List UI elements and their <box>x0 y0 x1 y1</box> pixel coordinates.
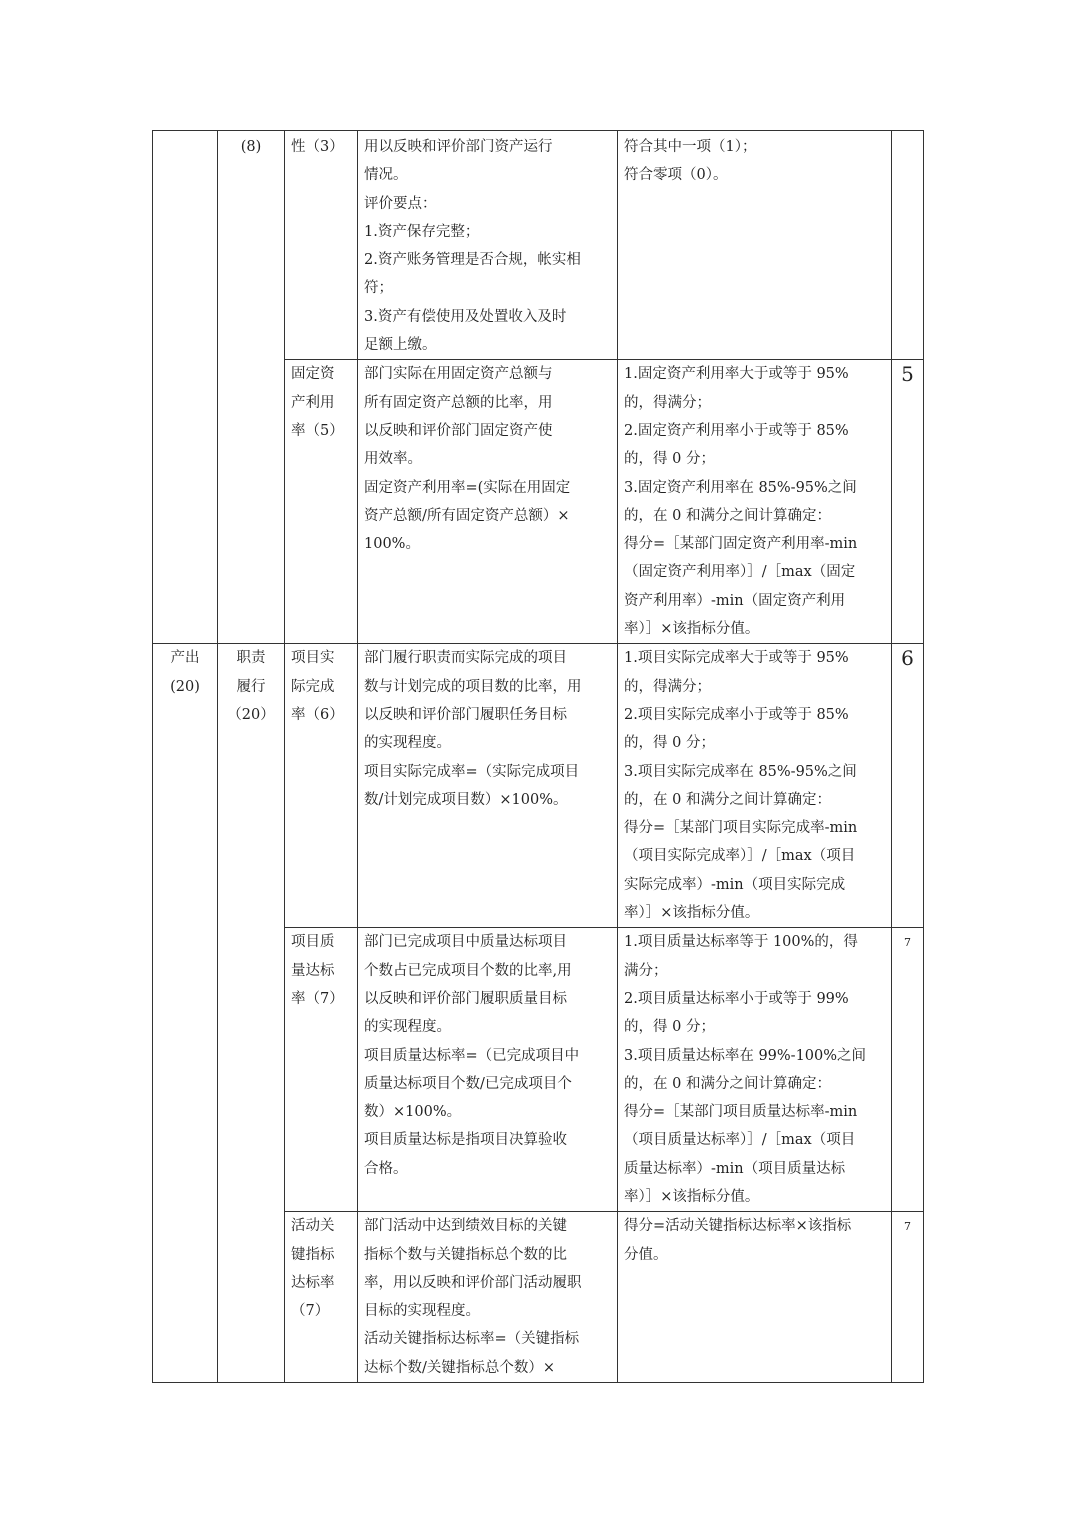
table-row <box>153 644 924 928</box>
criteria-line: 率）］×该指标分值。 <box>624 621 760 638</box>
level1-cell-empty <box>153 131 218 644</box>
criteria-cell <box>618 360 892 644</box>
criteria-line: 率）］×该指标分值。 <box>624 905 760 922</box>
description-line: 质量达标项目个数/已完成项目个 <box>364 1075 572 1092</box>
criteria-line: 分值。 <box>624 1246 668 1263</box>
description-line: 3.资产有偿使用及处置收入及时 <box>364 308 567 325</box>
indicator-line: 固定资 <box>291 366 335 383</box>
description-line: 以反映和评价部门履职质量目标 <box>364 990 567 1007</box>
description-line: 以反映和评价部门固定资产使 <box>364 422 553 439</box>
indicator-cell <box>285 1212 358 1383</box>
level2-label: （20） <box>227 706 275 723</box>
description-line: 2.资产账务管理是否合规，帐实相 <box>364 252 581 269</box>
score-cell <box>892 928 924 1212</box>
score-value: 5 <box>901 362 914 387</box>
description-line: 目标的实现程度。 <box>364 1303 480 1320</box>
criteria-line: 1.固定资产利用率大于或等于 95% <box>624 366 849 383</box>
criteria-line: 符合零项（0）。 <box>624 167 728 184</box>
description-line: 数/计划完成项目数）×100%。 <box>364 791 568 808</box>
level2-cell <box>218 131 285 644</box>
description-line: 资产总额/所有固定资产总额）× <box>364 507 570 524</box>
criteria-line: 3.固定资产利用率在 85%-95%之间 <box>624 479 857 496</box>
criteria-line: 得分=活动关键指标达标率×该指标 <box>624 1218 852 1235</box>
score-value: 6 <box>901 646 914 671</box>
description-line: 项目实际完成率=（实际完成项目 <box>364 763 580 780</box>
description-line: 评价要点： <box>364 195 437 212</box>
criteria-line: 得分=［某部门项目实际完成率-min <box>624 820 858 837</box>
level1-cell <box>153 644 218 1383</box>
indicator-line: 量达标 <box>291 962 335 979</box>
score-cell <box>892 1212 924 1383</box>
indicator-line: 率（5） <box>291 422 344 439</box>
indicator-cell <box>285 928 358 1212</box>
level1-label: (20) <box>170 678 200 695</box>
criteria-line: 的，得 0 分； <box>624 451 715 468</box>
description-cell <box>358 928 618 1212</box>
score-value: 7 <box>904 936 911 950</box>
description-line: 的实现程度。 <box>364 735 451 752</box>
criteria-line: 资产利用率）-min（固定资产利用 <box>624 592 846 609</box>
evaluation-table <box>152 130 924 1383</box>
description-line: 100%。 <box>364 536 420 553</box>
criteria-line: 的，在 0 和满分之间计算确定： <box>624 1075 831 1092</box>
description-line: 部门履行职责而实际完成的项目 <box>364 650 567 667</box>
criteria-line: 的，得满分； <box>624 394 711 411</box>
description-line: 率，用以反映和评价部门活动履职 <box>364 1274 582 1291</box>
criteria-line: 的，得 0 分； <box>624 735 715 752</box>
level2-cell <box>218 644 285 1383</box>
criteria-cell <box>618 1212 892 1383</box>
description-line: 用以反映和评价部门资产运行 <box>364 139 553 155</box>
level2-label: 履行 <box>236 678 266 695</box>
description-line: 项目质量达标是指项目决算验收 <box>364 1132 567 1149</box>
criteria-line: 3.项目实际完成率在 85%-95%之间 <box>624 763 857 780</box>
description-line: 部门实际在用固定资产总额与 <box>364 366 553 383</box>
description-cell <box>358 360 618 644</box>
score-cell <box>892 360 924 644</box>
indicator-cell <box>285 131 358 360</box>
criteria-line: 2.项目质量达标率小于或等于 99% <box>624 990 849 1007</box>
criteria-cell <box>618 131 892 360</box>
criteria-line: 满分； <box>624 962 668 979</box>
criteria-line: 得分=［某部门项目质量达标率-min <box>624 1104 858 1121</box>
description-line: 以反映和评价部门履职任务目标 <box>364 706 567 723</box>
score-cell <box>892 644 924 928</box>
description-line: 1.资产保存完整； <box>364 223 480 240</box>
criteria-line: 的，得满分； <box>624 678 711 695</box>
description-line: 部门活动中达到绩效目标的关键 <box>364 1218 567 1235</box>
criteria-line: 的，在 0 和满分之间计算确定： <box>624 791 831 808</box>
criteria-line: （项目实际完成率）］/［max（项目 <box>624 848 856 865</box>
criteria-line: （项目质量达标率）］/［max（项目 <box>624 1132 856 1149</box>
description-line: 个数占已完成项目个数的比率,用 <box>364 962 572 979</box>
description-cell <box>358 131 618 360</box>
indicator-line: 率（7） <box>291 990 344 1007</box>
level2-label: (8) <box>240 139 262 155</box>
indicator-line: （7） <box>291 1303 330 1320</box>
indicator-line: 项目质 <box>291 934 335 951</box>
indicator-line: 键指标 <box>291 1246 335 1263</box>
criteria-line: 的，在 0 和满分之间计算确定： <box>624 507 831 524</box>
description-line: 用效率。 <box>364 451 422 468</box>
indicator-line: 达标率 <box>291 1274 335 1291</box>
description-line: 固定资产利用率=(实际在用固定 <box>364 479 571 496</box>
indicator-line: 性（3） <box>291 139 344 155</box>
indicator-cell <box>285 360 358 644</box>
indicator-line: 率（6） <box>291 706 344 723</box>
description-line: 活动关键指标达标率=（关键指标 <box>364 1331 580 1348</box>
indicator-line: 际完成 <box>291 678 335 695</box>
indicator-line: 产利用 <box>291 394 335 411</box>
description-line: 所有固定资产总额的比率，用 <box>364 394 553 411</box>
description-line: 的实现程度。 <box>364 1019 451 1036</box>
table-row <box>153 131 924 360</box>
description-cell <box>358 644 618 928</box>
score-value: 7 <box>904 1220 911 1234</box>
description-line: 合格。 <box>364 1160 408 1177</box>
indicator-line: 活动关 <box>291 1218 335 1235</box>
description-cell <box>358 1212 618 1383</box>
description-line: 情况。 <box>364 167 408 184</box>
description-line: 指标个数与关键指标总个数的比 <box>364 1246 567 1263</box>
criteria-line: 3.项目质量达标率在 99%-100%之间 <box>624 1047 867 1064</box>
description-line: 数与计划完成的项目数的比率，用 <box>364 678 582 695</box>
indicator-line: 项目实 <box>291 650 335 667</box>
level2-label: 职责 <box>236 650 266 667</box>
criteria-line: 1.项目质量达标率等于 100%的，得 <box>624 934 858 951</box>
indicator-cell <box>285 644 358 928</box>
criteria-line: 的，得 0 分； <box>624 1019 715 1036</box>
score-cell <box>892 131 924 360</box>
criteria-line: 率）］×该指标分值。 <box>624 1188 760 1205</box>
criteria-cell <box>618 644 892 928</box>
criteria-line: 2.固定资产利用率小于或等于 85% <box>624 422 849 439</box>
description-line: 达标个数/关键指标总个数）× <box>364 1359 556 1376</box>
criteria-line: 质量达标率）-min（项目质量达标 <box>624 1160 846 1177</box>
criteria-line: 符合其中一项（1）； <box>624 139 757 155</box>
criteria-line: 得分=［某部门固定资产利用率-min <box>624 536 858 553</box>
level1-label: 产出 <box>170 650 200 667</box>
description-line: 项目质量达标率=（已完成项目中 <box>364 1047 580 1064</box>
description-line: 符； <box>364 280 393 297</box>
description-line: 部门已完成项目中质量达标项目 <box>364 934 567 951</box>
criteria-cell <box>618 928 892 1212</box>
criteria-line: （固定资产利用率）］/［max（固定 <box>624 564 856 581</box>
criteria-line: 1.项目实际完成率大于或等于 95% <box>624 650 849 667</box>
criteria-line: 2.项目实际完成率小于或等于 85% <box>624 706 849 723</box>
criteria-line: 实际完成率）-min（项目实际完成 <box>624 876 846 893</box>
description-line: 数）×100%。 <box>364 1104 462 1121</box>
description-line: 足额上缴。 <box>364 337 437 354</box>
